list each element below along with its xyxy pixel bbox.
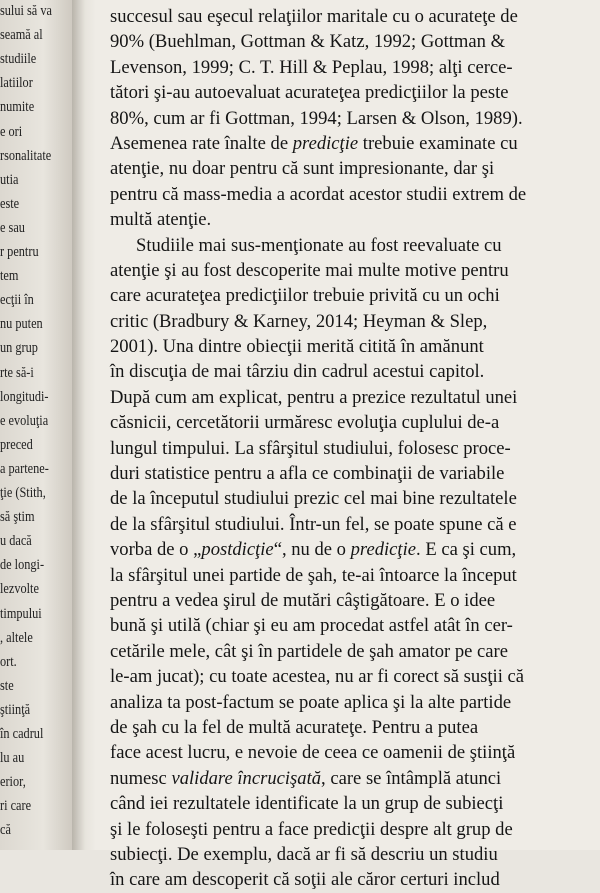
text-line: de la începutul studiului prezic cel mai bine rezultatele xyxy=(110,488,517,510)
margin-fragment: timpului xyxy=(0,605,42,622)
text-line: Studiile mai sus-menţionate au fost reevaluate cu xyxy=(136,234,502,256)
margin-fragment: nu puten xyxy=(0,316,43,333)
margin-fragment: preced xyxy=(0,436,33,453)
margin-fragment: utia xyxy=(0,171,19,188)
margin-fragment: , altele xyxy=(0,629,33,646)
text-line: atenţie şi au fost descoperite mai multe motive pentru xyxy=(110,259,509,281)
text-line: numesc validare încrucişată, care se întâmplă atunci xyxy=(110,767,502,789)
text-line: le-am jucat); cu toate acestea, nu ar fi corect să susţii că xyxy=(110,666,525,688)
text-line: căsnicii, cercetătorii urmăresc evoluţia cuplului de-a xyxy=(110,412,500,434)
margin-fragment: studiile xyxy=(0,51,37,68)
margin-fragment: longitudi- xyxy=(0,388,49,405)
text-line: în discuţia de mai târziu din cadrul acestui capitol. xyxy=(110,361,485,383)
margin-fragment: e sau xyxy=(0,219,25,236)
margin-fragment: e ori xyxy=(0,123,23,140)
text-line: şi le foloseşti pentru a face predicţii despre alt grup de xyxy=(110,818,513,840)
margin-fragment: e evoluţia xyxy=(0,412,49,429)
text-line: Levenson, 1999; C. T. Hill & Peplau, 1998; alţi cerce- xyxy=(110,56,513,78)
text-line: bună şi utilă (chiar şi eu am procedat astfel atât în cer- xyxy=(110,615,513,637)
margin-fragment: ri care xyxy=(0,798,32,815)
text-line: la sfârşitul unei partide de şah, te-ai întoarce la început xyxy=(110,564,517,586)
text-line: Asemenea rate înalte de predicţie trebuie examinate cu xyxy=(110,132,518,154)
text-line: critic (Bradbury & Karney, 2014; Heyman & Slep, xyxy=(110,310,488,332)
margin-fragment: sului să va xyxy=(0,3,52,19)
text-line: care acurateţea predicţiilor trebuie privită cu un ochi xyxy=(110,285,500,307)
margin-fragment: de longi- xyxy=(0,557,45,574)
margin-fragment: numite xyxy=(0,99,35,116)
margin-fragment: ştiinţă xyxy=(0,701,31,718)
text-line: când iei rezultatele identificate la un grup de subiecţi xyxy=(110,793,504,815)
margin-fragment: latiilor xyxy=(0,75,33,92)
margin-fragment: lu au xyxy=(0,750,25,767)
book-page xyxy=(96,0,600,891)
text-line: de şah cu la fel de multă acurateţe. Pentru a putea xyxy=(110,716,479,738)
margin-fragment: să ştim xyxy=(0,509,35,526)
text-line: 80%, cum ar fi Gottman, 1994; Larsen & Olson, 1989). xyxy=(110,107,523,129)
book-gutter xyxy=(72,0,96,850)
margin-fragment: erior, xyxy=(0,774,26,791)
text-line: 2001). Una dintre obiecţii merită citită în amănunt xyxy=(110,336,484,358)
margin-fragment: este xyxy=(0,195,20,212)
body-text xyxy=(110,4,594,893)
margin-fragment: în cadrul xyxy=(0,726,44,742)
text-line: vorba de o „postdicţie“, nu de o predicţie. E ca şi cum, xyxy=(110,539,517,561)
margin-fragment: ste xyxy=(0,677,14,694)
margin-fragment: ecţii în xyxy=(0,292,34,309)
text-line: de la sfârşitul studiului. Într-un fel, se poate spune că e xyxy=(110,513,517,535)
previous-page-margin xyxy=(0,0,72,850)
margin-fragment: lezvolte xyxy=(0,581,39,598)
text-line: analiza ta post-factum se poate aplica şi la alte partide xyxy=(110,691,512,713)
text-line: în care am descoperit că soţii ale căror certuri includ xyxy=(110,869,500,891)
text-line: cetările mele, cât şi în partidele de şah amator pe care xyxy=(110,640,509,662)
text-line: 90% (Buehlman, Gottman & Katz, 1992; Gottman & xyxy=(110,31,506,53)
margin-fragment: seamă al xyxy=(0,27,43,44)
text-line: face acest lucru, e nevoie de ceea ce oamenii de ştiinţă xyxy=(110,742,516,764)
margin-fragment: u dacă xyxy=(0,533,32,550)
margin-fragment: a partene- xyxy=(0,460,49,477)
text-line: succesul sau eşecul relaţiilor maritale cu o acurateţe de xyxy=(110,6,518,27)
text-line: pentru că mass-media a acordat acestor studii extrem de xyxy=(110,183,527,205)
text-line: multă atenţie. xyxy=(110,209,212,231)
margin-fragment: ţie (Stith, xyxy=(0,485,46,501)
text-line: subiecţi. De exemplu, dacă ar fi să descriu un studiu xyxy=(110,843,498,865)
margin-fragment: ort. xyxy=(0,653,17,670)
text-line: După cum am explicat, pentru a prezice rezultatul unei xyxy=(110,386,518,408)
text-line: atenţie, nu doar pentru că sunt impresionante, dar şi xyxy=(110,158,495,180)
margin-fragment: un grup xyxy=(0,340,38,357)
margin-fragment: rte să-i xyxy=(0,364,34,381)
text-line: tători şi-au autoevaluat acurateţea predicţiilor la peste xyxy=(110,82,509,104)
margin-fragment: rsonalitate xyxy=(0,147,52,164)
text-line: pentru a vedea şirul de mutări câştigătoare. E o idee xyxy=(110,589,496,611)
text-line: lungul timpului. La sfârşitul studiului, folosesc proce- xyxy=(110,437,511,459)
margin-fragment: tem xyxy=(0,268,19,285)
text-line: duri statistice pentru a afla ce combinaţii de variabile xyxy=(110,463,505,485)
margin-fragment: că xyxy=(0,822,11,839)
margin-fragment: r pentru xyxy=(0,244,39,260)
